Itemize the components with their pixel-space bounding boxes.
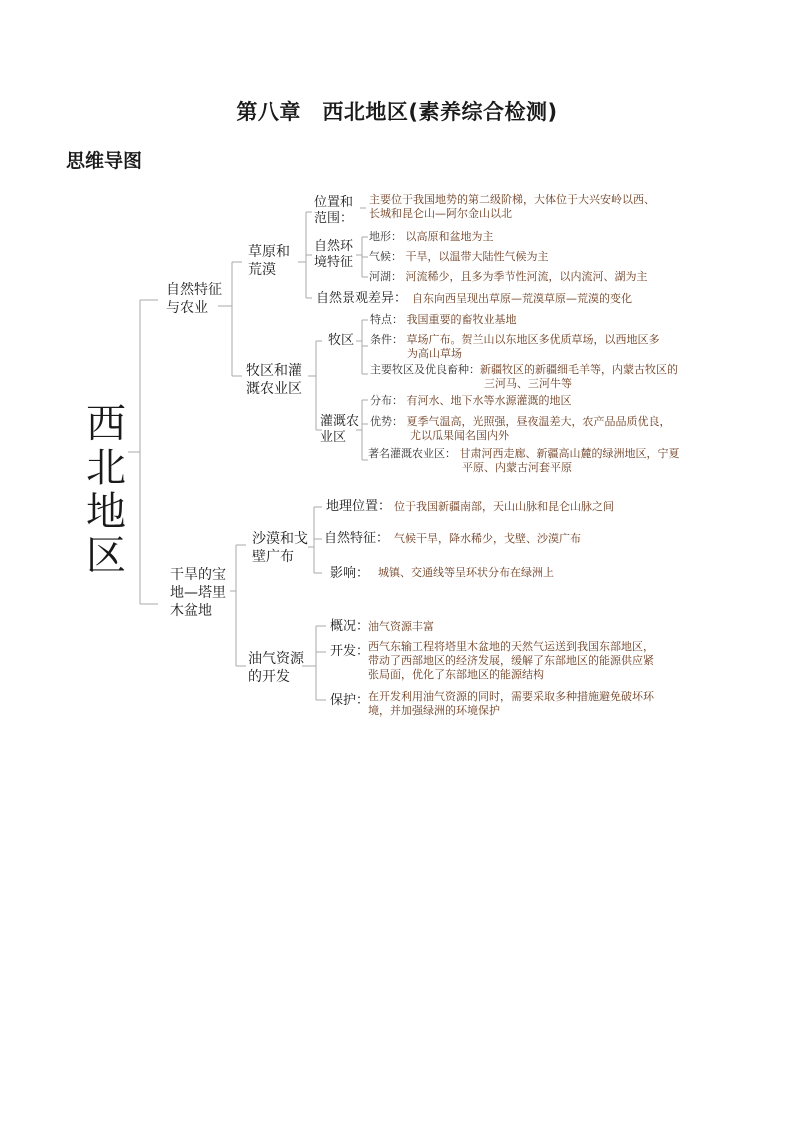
leaf-rivers-lakes: 河湖： 河流稀少，且多为季节性河流，以内流河、湖为主 [369, 270, 648, 283]
root-node: 西北地区 [86, 401, 126, 579]
leaf-pasture-condition: 条件： 草场广布。贺兰山以东地区多优质草场，以西地区多 为高山草场 [370, 333, 660, 360]
node-development: 开发： [330, 644, 370, 659]
leaf-protection-text: 在开发利用油气资源的同时，需要采取多种措施避免破坏环 境，并加强绿洲的环境保护 [368, 690, 654, 717]
leaf-irrigation-advantage: 优势： 夏季气温高，光照强，昼夜温差大，农产品品质优良， 尤以瓜果闻名国内外 [370, 415, 671, 442]
node-irrigation-area: 灌溉农 业区 [320, 414, 360, 445]
node-grassland-desert: 草原和 荒漠 [248, 244, 290, 278]
node-natural-environment: 自然环 境特征 [314, 239, 354, 270]
node-overview: 概况： [330, 619, 370, 634]
leaf-development-text: 西气东输工程将塔里木盆地的天然气运送到我国东部地区， 带动了西部地区的经济发展，缓解了东部地区的能源供应紧 张局面，优化了东部地区的能源结构 [368, 640, 654, 681]
page-title: 第八章 西北地区(素养综合检测) [236, 100, 558, 124]
leaf-famous-irrigation: 著名灌溉农业区： 甘肃河西走廊、新疆高山麓的绿洲地区，宁夏 平原、内蒙古河套平原 [368, 447, 680, 474]
node-desert-gobi: 沙漠和戈 壁广布 [252, 531, 308, 565]
leaf-landscape-difference-text: 自东向西呈现出草原—荒漠草原—荒漠的变化 [412, 292, 632, 305]
leaf-geo-location-text: 位于我国新疆南部，天山山脉和昆仑山脉之间 [394, 500, 614, 513]
node-oil-gas-development: 油气资源 的开发 [248, 651, 304, 685]
node-protection: 保护： [330, 693, 370, 708]
node-tarim-basin: 干旱的宝 地—塔里 木盆地 [170, 567, 226, 619]
node-geo-location: 地理位置： [326, 499, 392, 514]
leaf-pasture-feature: 特点： 我国重要的畜牧业基地 [370, 313, 517, 326]
node-landscape-difference: 自然景观差异： [316, 291, 408, 306]
leaf-natural-features-text: 气候干旱，降水稀少，戈壁、沙漠广布 [394, 532, 581, 545]
node-pasture: 牧区 [328, 333, 355, 348]
node-influence: 影响： [330, 566, 370, 581]
leaf-influence-text: 城镇、交通线等呈环状分布在绿洲上 [378, 566, 554, 579]
node-natural-features: 自然特征： [324, 531, 390, 546]
leaf-terrain: 地形： 以高原和盆地为主 [369, 230, 494, 243]
leaf-irrigation-distribution: 分布： 有河水、地下水等水源灌溉的地区 [370, 394, 572, 407]
node-position-range: 位置和 范围： [314, 195, 354, 226]
section-heading: 思维导图 [66, 150, 143, 172]
leaf-position-range-text: 主要位于我国地势的第二级阶梯，大体位于大兴安岭以西、 长城和昆仑山—阿尔金山以北 [369, 193, 655, 220]
node-pasture-irrigation: 牧区和灌 溉农业区 [246, 363, 302, 397]
leaf-climate: 气候： 干旱，以温带大陆性气候为主 [369, 250, 549, 263]
leaf-overview-text: 油气资源丰富 [368, 620, 434, 633]
leaf-pasture-breeds: 主要牧区及优良畜种：新疆牧区的新疆细毛羊等，内蒙古牧区的 三河马、三河牛等 [370, 363, 678, 390]
node-natural-agriculture: 自然特征 与农业 [166, 282, 222, 316]
